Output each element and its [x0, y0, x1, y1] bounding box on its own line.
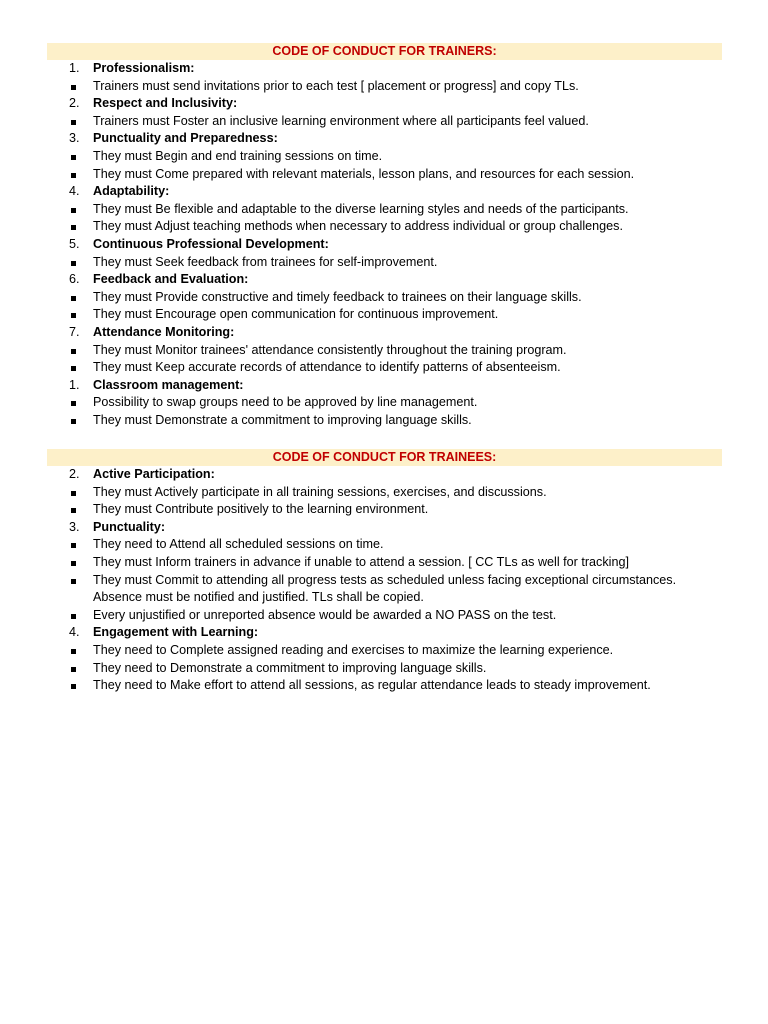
bullet-text: They need to Attend all scheduled sessions on time.: [93, 537, 384, 552]
numbered-heading: [0, 466, 768, 484]
bullet-text: They must Keep accurate records of attendance to identify patterns of absenteeism.: [93, 360, 561, 375]
bullet-text: They must Monitor trainees' attendance consistently throughout the training program.: [93, 342, 567, 357]
list-number: 3.: [69, 131, 80, 146]
bullet-item: [0, 572, 768, 607]
bullet-item: [0, 342, 768, 360]
numbered-heading: [0, 271, 768, 289]
section-title-banner: CODE OF CONDUCT FOR TRAINERS:: [47, 43, 722, 60]
numbered-heading: [0, 324, 768, 342]
bullet-item: [0, 501, 768, 519]
bullet-text: They must Encourage open communication for continuous improvement.: [93, 307, 499, 322]
bullet-item: [0, 536, 768, 554]
square-bullet-icon: [71, 419, 76, 424]
list-number: 1.: [69, 377, 80, 392]
bullet-text: Trainers must send invitations prior to each test [ placement or progress] and copy TLs.: [93, 78, 579, 93]
bullet-item: [0, 677, 768, 695]
square-bullet-icon: [71, 649, 76, 654]
bullet-text: They must Be flexible and adaptable to the diverse learning styles and needs of the participants.: [93, 201, 629, 216]
square-bullet-icon: [71, 173, 76, 178]
rules-list: [0, 60, 768, 429]
square-bullet-icon: [71, 579, 76, 584]
list-number: 2.: [69, 96, 80, 111]
square-bullet-icon: [71, 261, 76, 266]
bullet-text: They must Begin and end training sessions on time.: [93, 148, 383, 163]
list-number: 2.: [69, 467, 80, 481]
bullet-item: [0, 201, 768, 219]
numbered-heading: [0, 377, 768, 395]
list-number: 7.: [69, 324, 80, 339]
bullet-text: They must Seek feedback from trainees for self-improvement.: [93, 254, 438, 269]
bullet-text: They must Inform trainers in advance if unable to attend a session. [ CC TLs as well for tracking]: [93, 554, 629, 569]
bullet-item: [0, 113, 768, 131]
heading-text: Punctuality and Preparedness:: [93, 131, 278, 146]
heading-text: Active Participation:: [93, 467, 215, 481]
bullet-text: They must Come prepared with relevant materials, lesson plans, and resources for each session.: [93, 166, 635, 181]
list-number: 4.: [69, 184, 80, 199]
list-number: 3.: [69, 519, 80, 534]
square-bullet-icon: [71, 225, 76, 230]
heading-text: Feedback and Evaluation:: [93, 272, 249, 287]
list-number: 1.: [69, 61, 80, 75]
bullet-item: [0, 359, 768, 377]
bullet-text: They need to Make effort to attend all sessions, as regular attendance leads to steady improvement.: [93, 678, 651, 693]
list-number: 6.: [69, 272, 80, 287]
square-bullet-icon: [71, 561, 76, 566]
bullet-text: They need to Demonstrate a commitment to improving language skills.: [93, 660, 487, 675]
bullet-text: They need to Complete assigned reading and exercises to maximize the learning experience.: [93, 642, 614, 657]
bullet-text: Possibility to swap groups need to be approved by line management.: [93, 395, 478, 410]
square-bullet-icon: [71, 120, 76, 125]
square-bullet-icon: [71, 313, 76, 318]
square-bullet-icon: [71, 667, 76, 672]
bullet-item: [0, 78, 768, 96]
bullet-item: [0, 148, 768, 166]
bullet-item: [0, 660, 768, 678]
square-bullet-icon: [71, 401, 76, 406]
heading-text: Engagement with Learning:: [93, 625, 259, 640]
square-bullet-icon: [71, 208, 76, 213]
bullet-item: [0, 306, 768, 324]
bullet-item: [0, 607, 768, 625]
bullet-item: [0, 289, 768, 307]
square-bullet-icon: [71, 543, 76, 548]
bullet-item: [0, 412, 768, 430]
square-bullet-icon: [71, 366, 76, 371]
bullet-text: They must Adjust teaching methods when necessary to address individual or group challenges.: [93, 219, 623, 234]
square-bullet-icon: [71, 614, 76, 619]
list-number: 4.: [69, 625, 80, 640]
heading-text: Respect and Inclusivity:: [93, 96, 238, 111]
bullet-text: They must Commit to attending all progress tests as scheduled unless facing exceptional circumstances. Absence must be notified and justified. TLs shall be copied.: [93, 572, 677, 605]
heading-text: Continuous Professional Development:: [93, 236, 329, 251]
numbered-heading: [0, 183, 768, 201]
trainees-section: [0, 449, 768, 695]
bullet-item: [0, 484, 768, 502]
bullet-item: [0, 394, 768, 412]
square-bullet-icon: [71, 684, 76, 689]
list-number: 5.: [69, 236, 80, 251]
bullet-text: They must Demonstrate a commitment to improving language skills.: [93, 412, 472, 427]
heading-text: Punctuality:: [93, 519, 166, 534]
section-title-banner: CODE OF CONDUCT FOR TRAINEES:: [47, 449, 722, 466]
bullet-text: Every unjustified or unreported absence would be awarded a NO PASS on the test.: [93, 607, 557, 622]
numbered-heading: [0, 519, 768, 537]
numbered-heading: [0, 236, 768, 254]
bullet-item: [0, 254, 768, 272]
numbered-heading: [0, 624, 768, 642]
square-bullet-icon: [71, 491, 76, 496]
square-bullet-icon: [71, 155, 76, 160]
bullet-item: [0, 554, 768, 572]
heading-text: Classroom management:: [93, 377, 244, 392]
heading-text: Attendance Monitoring:: [93, 324, 235, 339]
numbered-heading: [0, 95, 768, 113]
bullet-text: They must Actively participate in all training sessions, exercises, and discussions.: [93, 484, 547, 499]
bullet-text: Trainers must Foster an inclusive learning environment where all participants feel valued.: [93, 113, 589, 128]
square-bullet-icon: [71, 508, 76, 513]
bullet-item: [0, 642, 768, 660]
rules-list: [0, 466, 768, 695]
square-bullet-icon: [71, 85, 76, 90]
numbered-heading: [0, 60, 768, 78]
square-bullet-icon: [71, 349, 76, 354]
heading-text: Adaptability:: [93, 184, 170, 199]
numbered-heading: [0, 130, 768, 148]
bullet-text: They must Provide constructive and timely feedback to trainees on their language skills.: [93, 289, 582, 304]
square-bullet-icon: [71, 296, 76, 301]
trainers-section: [0, 43, 768, 429]
bullet-item: [0, 166, 768, 184]
bullet-item: [0, 218, 768, 236]
bullet-text: They must Contribute positively to the learning environment.: [93, 502, 429, 517]
heading-text: Professionalism:: [93, 61, 195, 75]
